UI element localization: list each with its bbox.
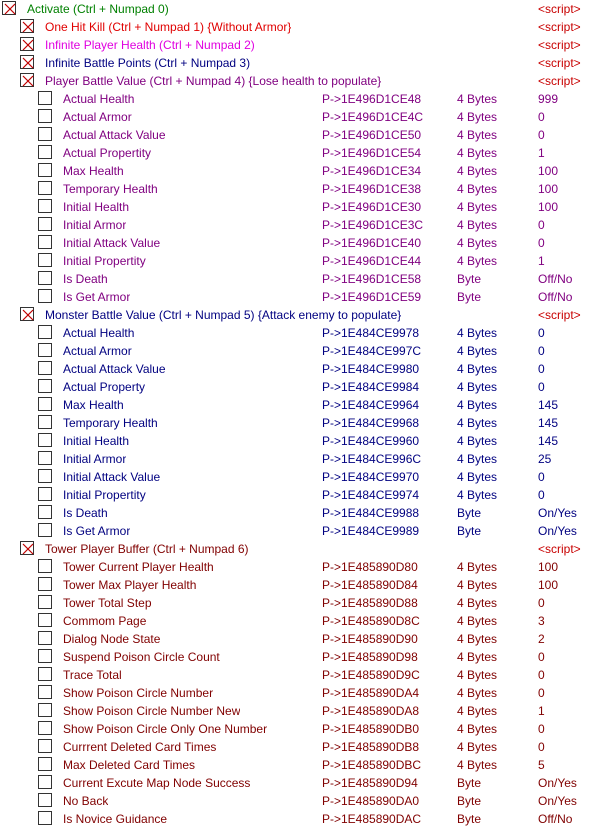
address-entry-row[interactable] (0, 774, 591, 792)
entry-description: Temporary Health (63, 416, 158, 430)
entry-address: P->1E496D1CE4C (322, 110, 424, 124)
entry-value[interactable]: 0 (538, 380, 545, 394)
entry-type: 4 Bytes (457, 722, 498, 736)
entry-address: P->1E485890DA4 (322, 686, 420, 700)
entry-address: P->1E484CE997C (322, 344, 422, 358)
entry-address: P->1E485890DA0 (322, 794, 420, 808)
entry-value[interactable]: 0 (538, 470, 545, 484)
entry-script-value: <script> (538, 542, 581, 556)
entry-description: Player Battle Value (Ctrl + Numpad 4) {Lose health to populate} (45, 74, 382, 88)
address-entry-row[interactable] (0, 342, 591, 360)
address-entry-row[interactable] (0, 738, 591, 756)
entry-type: 4 Bytes (457, 686, 498, 700)
entry-description: Tower Player Buffer (Ctrl + Numpad 6) (45, 542, 249, 556)
unchecked-checkbox[interactable] (38, 163, 52, 177)
entry-description: Commom Page (63, 614, 147, 628)
unchecked-checkbox[interactable] (38, 577, 52, 591)
entry-value[interactable]: 0 (538, 596, 545, 610)
unchecked-checkbox[interactable] (38, 343, 52, 357)
script-entry-row[interactable] (0, 306, 591, 324)
checked-checkbox[interactable] (20, 307, 34, 321)
entry-description: Initial Propertity (63, 254, 146, 268)
unchecked-checkbox[interactable] (38, 613, 52, 627)
unchecked-checkbox[interactable] (38, 667, 52, 681)
address-entry-row[interactable] (0, 396, 591, 414)
entry-value[interactable]: 5 (538, 758, 545, 772)
entry-description: Actual Armor (63, 110, 132, 124)
address-entry-row[interactable] (0, 558, 591, 576)
entry-description: Initial Health (63, 434, 130, 448)
entry-description: Tower Total Step (63, 596, 152, 610)
entry-type: 4 Bytes (457, 668, 498, 682)
entry-type: 4 Bytes (457, 380, 498, 394)
entry-type: Byte (457, 506, 482, 520)
address-entry-row[interactable] (0, 414, 591, 432)
unchecked-checkbox[interactable] (38, 559, 52, 573)
entry-description: Show Poison Circle Number New (63, 704, 241, 718)
address-entry-row[interactable] (0, 162, 591, 180)
entry-address: P->1E484CE9960 (322, 434, 420, 448)
entry-description: Show Poison Circle Number (63, 686, 214, 700)
entry-address: P->1E485890DB8 (322, 740, 420, 754)
entry-type: Byte (457, 290, 482, 304)
entry-type: Byte (457, 812, 482, 826)
entry-value[interactable]: 100 (538, 560, 559, 574)
entry-address: P->1E485890D94 (322, 776, 418, 790)
entry-value[interactable]: 999 (538, 92, 559, 106)
unchecked-checkbox[interactable] (38, 217, 52, 231)
unchecked-checkbox[interactable] (38, 325, 52, 339)
address-entry-row[interactable] (0, 522, 591, 540)
entry-description: Actual Health (63, 92, 135, 106)
entry-value[interactable]: 145 (538, 416, 559, 430)
entry-type: 4 Bytes (457, 182, 498, 196)
entry-type: 4 Bytes (457, 218, 498, 232)
entry-type: 4 Bytes (457, 110, 498, 124)
unchecked-checkbox[interactable] (38, 757, 52, 771)
entry-type: 4 Bytes (457, 92, 498, 106)
address-entry-row[interactable] (0, 360, 591, 378)
address-entry-row[interactable] (0, 216, 591, 234)
unchecked-checkbox[interactable] (38, 721, 52, 735)
entry-address: P->1E485890DA8 (322, 704, 420, 718)
entry-description: Tower Current Player Health (63, 560, 214, 574)
entry-value[interactable]: 100 (538, 164, 559, 178)
unchecked-checkbox[interactable] (38, 109, 52, 123)
address-entry-row[interactable] (0, 756, 591, 774)
entry-description: Suspend Poison Circle Count (63, 650, 220, 664)
entry-type: 4 Bytes (457, 470, 498, 484)
address-entry-row[interactable] (0, 702, 591, 720)
entry-description: Tower Max Player Health (63, 578, 197, 592)
unchecked-checkbox[interactable] (38, 595, 52, 609)
entry-type: 4 Bytes (457, 740, 498, 754)
entry-value[interactable]: 0 (538, 218, 545, 232)
unchecked-checkbox[interactable] (38, 181, 52, 195)
entry-value[interactable]: On/Yes (538, 776, 577, 790)
checked-checkbox[interactable] (20, 55, 34, 69)
entry-type: 4 Bytes (457, 488, 498, 502)
address-entry-row[interactable] (0, 486, 591, 504)
entry-address: P->1E484CE9989 (322, 524, 420, 538)
entry-description: Initial Attack Value (63, 470, 161, 484)
entry-value[interactable]: 0 (538, 128, 545, 142)
entry-value[interactable]: 0 (538, 668, 545, 682)
entry-script-value: <script> (538, 308, 581, 322)
entry-type: 4 Bytes (457, 650, 498, 664)
entry-value[interactable]: 1 (538, 146, 545, 160)
entry-address: P->1E496D1CE58 (322, 272, 422, 286)
entry-address: P->1E485890D9C (322, 668, 420, 682)
entry-address: P->1E484CE9980 (322, 362, 420, 376)
checked-checkbox[interactable] (20, 19, 34, 33)
entry-description: Activate (Ctrl + Numpad 0) (27, 2, 169, 16)
address-entry-row[interactable] (0, 198, 591, 216)
address-entry-row[interactable] (0, 180, 591, 198)
entry-description: Max Deleted Card Times (63, 758, 196, 772)
entry-address: P->1E496D1CE30 (322, 200, 422, 214)
entry-type: 4 Bytes (457, 236, 498, 250)
entry-type: 4 Bytes (457, 758, 498, 772)
unchecked-checkbox[interactable] (38, 739, 52, 753)
entry-description: Max Health (63, 398, 124, 412)
unchecked-checkbox[interactable] (38, 415, 52, 429)
unchecked-checkbox[interactable] (38, 91, 52, 105)
entry-address: P->1E496D1CE38 (322, 182, 422, 196)
entry-type: 4 Bytes (457, 596, 498, 610)
unchecked-checkbox[interactable] (38, 793, 52, 807)
entry-address: P->1E484CE996C (322, 452, 422, 466)
entry-description: Actual Health (63, 326, 135, 340)
entry-value[interactable]: Off/No (538, 812, 573, 826)
unchecked-checkbox[interactable] (38, 145, 52, 159)
entry-description: Currrent Deleted Card Times (63, 740, 217, 754)
entry-description: Initial Armor (63, 218, 127, 232)
entry-description: Actual Property (63, 380, 146, 394)
entry-value[interactable]: 0 (538, 344, 545, 358)
address-entry-row[interactable] (0, 324, 591, 342)
unchecked-checkbox[interactable] (38, 271, 52, 285)
unchecked-checkbox[interactable] (38, 379, 52, 393)
address-entry-row[interactable] (0, 810, 591, 828)
entry-description: Actual Propertity (63, 146, 152, 160)
entry-value[interactable]: On/Yes (538, 506, 577, 520)
address-entry-row[interactable] (0, 630, 591, 648)
unchecked-checkbox[interactable] (38, 631, 52, 645)
unchecked-checkbox[interactable] (38, 451, 52, 465)
entry-description: Show Poison Circle Only One Number (63, 722, 268, 736)
address-entry-row[interactable] (0, 720, 591, 738)
address-entry-row[interactable] (0, 378, 591, 396)
entry-address: P->1E496D1CE50 (322, 128, 422, 142)
unchecked-checkbox[interactable] (38, 361, 52, 375)
entry-description: Initial Attack Value (63, 236, 161, 250)
entry-description: Infinite Player Health (Ctrl + Numpad 2) (45, 38, 255, 52)
address-entry-row[interactable] (0, 612, 591, 630)
address-entry-row[interactable] (0, 648, 591, 666)
entry-script-value: <script> (538, 2, 581, 16)
entry-type: 4 Bytes (457, 200, 498, 214)
entry-address: P->1E485890D80 (322, 560, 418, 574)
entry-address: P->1E485890D8C (322, 614, 420, 628)
unchecked-checkbox[interactable] (38, 127, 52, 141)
entry-type: 4 Bytes (457, 560, 498, 574)
checked-checkbox[interactable] (20, 37, 34, 51)
entry-type: 4 Bytes (457, 614, 498, 628)
entry-type: 4 Bytes (457, 344, 498, 358)
entry-value[interactable]: 0 (538, 362, 545, 376)
entry-description: Initial Health (63, 200, 130, 214)
entry-value[interactable]: Off/No (538, 290, 573, 304)
entry-value[interactable]: 0 (538, 110, 545, 124)
entry-value[interactable]: 100 (538, 182, 559, 196)
entry-type: 4 Bytes (457, 704, 498, 718)
entry-type: 4 Bytes (457, 362, 498, 376)
script-entry-row[interactable] (0, 36, 591, 54)
entry-description: Is Get Armor (63, 524, 131, 538)
entry-value[interactable]: 2 (538, 632, 545, 646)
entry-value[interactable]: 100 (538, 578, 559, 592)
entry-address: P->1E485890D84 (322, 578, 418, 592)
entry-address: P->1E496D1CE34 (322, 164, 422, 178)
entry-address: P->1E485890D88 (322, 596, 418, 610)
entry-address: P->1E485890DAC (322, 812, 422, 826)
entry-value[interactable]: 100 (538, 200, 559, 214)
entry-type: 4 Bytes (457, 578, 498, 592)
entry-description: Is Get Armor (63, 290, 131, 304)
entry-type: 4 Bytes (457, 326, 498, 340)
entry-description: Initial Propertity (63, 488, 146, 502)
unchecked-checkbox[interactable] (38, 433, 52, 447)
entry-value[interactable]: On/Yes (538, 794, 577, 808)
entry-value[interactable]: 0 (538, 488, 545, 502)
entry-value[interactable]: 0 (538, 740, 545, 754)
entry-address: P->1E484CE9988 (322, 506, 420, 520)
unchecked-checkbox[interactable] (38, 235, 52, 249)
entry-script-value: <script> (538, 20, 581, 34)
checked-checkbox[interactable] (2, 1, 16, 15)
address-entry-row[interactable] (0, 108, 591, 126)
address-entry-row[interactable] (0, 270, 591, 288)
entry-address: P->1E484CE9964 (322, 398, 420, 412)
entry-address: P->1E484CE9984 (322, 380, 420, 394)
entry-address: P->1E485890D90 (322, 632, 418, 646)
entry-description: Max Health (63, 164, 124, 178)
entry-description: Temporary Health (63, 182, 158, 196)
entry-address: P->1E484CE9978 (322, 326, 420, 340)
entry-value[interactable]: 145 (538, 434, 559, 448)
script-entry-row[interactable] (0, 54, 591, 72)
entry-script-value: <script> (538, 74, 581, 88)
entry-type: 4 Bytes (457, 146, 498, 160)
entry-address: P->1E496D1CE44 (322, 254, 422, 268)
entry-description: Current Excute Map Node Success (63, 776, 251, 790)
entry-description: Initial Armor (63, 452, 127, 466)
entry-value[interactable]: 0 (538, 650, 545, 664)
entry-type: 4 Bytes (457, 164, 498, 178)
checked-checkbox[interactable] (20, 73, 34, 87)
entry-type: 4 Bytes (457, 398, 498, 412)
address-entry-row[interactable] (0, 666, 591, 684)
entry-value[interactable]: 25 (538, 452, 552, 466)
script-entry-row[interactable] (0, 540, 591, 558)
entry-type: Byte (457, 776, 482, 790)
entry-description: Dialog Node State (63, 632, 161, 646)
entry-value[interactable]: 1 (538, 704, 545, 718)
entry-description: Infinite Battle Points (Ctrl + Numpad 3) (45, 56, 251, 70)
entry-value[interactable]: 3 (538, 614, 545, 628)
entry-value[interactable]: 0 (538, 236, 545, 250)
unchecked-checkbox[interactable] (38, 289, 52, 303)
address-entry-row[interactable] (0, 468, 591, 486)
entry-description: Actual Attack Value (63, 362, 166, 376)
entry-address: P->1E485890DBC (322, 758, 422, 772)
script-entry-row[interactable] (0, 18, 591, 36)
entry-script-value: <script> (538, 38, 581, 52)
entry-type: 4 Bytes (457, 434, 498, 448)
checked-checkbox[interactable] (20, 541, 34, 555)
entry-value[interactable]: 0 (538, 722, 545, 736)
entry-type: 4 Bytes (457, 452, 498, 466)
entry-type: 4 Bytes (457, 416, 498, 430)
unchecked-checkbox[interactable] (38, 505, 52, 519)
address-entry-row[interactable] (0, 288, 591, 306)
unchecked-checkbox[interactable] (38, 487, 52, 501)
address-entry-row[interactable] (0, 90, 591, 108)
unchecked-checkbox[interactable] (38, 775, 52, 789)
unchecked-checkbox[interactable] (38, 685, 52, 699)
entry-type: 4 Bytes (457, 128, 498, 142)
entry-description: Monster Battle Value (Ctrl + Numpad 5) {Attack enemy to populate} (45, 308, 402, 322)
entry-address: P->1E496D1CE59 (322, 290, 422, 304)
entry-value[interactable]: 1 (538, 254, 545, 268)
entry-address: P->1E485890D98 (322, 650, 418, 664)
address-entry-row[interactable] (0, 234, 591, 252)
unchecked-checkbox[interactable] (38, 811, 52, 825)
address-entry-row[interactable] (0, 576, 591, 594)
entry-type: Byte (457, 794, 482, 808)
entry-address: P->1E485890DB0 (322, 722, 420, 736)
entry-description: One Hit Kill (Ctrl + Numpad 1) {Without Armor} (45, 20, 292, 34)
address-entry-row[interactable] (0, 594, 591, 612)
unchecked-checkbox[interactable] (38, 469, 52, 483)
unchecked-checkbox[interactable] (38, 523, 52, 537)
address-entry-row[interactable] (0, 792, 591, 810)
entry-address: P->1E496D1CE3C (322, 218, 424, 232)
entry-description: Actual Attack Value (63, 128, 166, 142)
entry-description: No Back (63, 794, 109, 808)
entry-address: P->1E496D1CE54 (322, 146, 422, 160)
address-entry-row[interactable] (0, 684, 591, 702)
address-entry-row[interactable] (0, 126, 591, 144)
entry-value[interactable]: 145 (538, 398, 559, 412)
entry-value[interactable]: Off/No (538, 272, 573, 286)
script-entry-row[interactable] (0, 72, 591, 90)
entry-value[interactable]: 0 (538, 326, 545, 340)
entry-description: Is Death (63, 506, 108, 520)
entry-description: Is Novice Guidance (63, 812, 168, 826)
entry-description: Trace Total (63, 668, 122, 682)
address-entry-row[interactable] (0, 252, 591, 270)
entry-value[interactable]: 0 (538, 686, 545, 700)
unchecked-checkbox[interactable] (38, 253, 52, 267)
entry-type: Byte (457, 524, 482, 538)
script-entry-row[interactable] (0, 0, 591, 18)
entry-address: P->1E484CE9968 (322, 416, 420, 430)
unchecked-checkbox[interactable] (38, 703, 52, 717)
entry-address: P->1E484CE9974 (322, 488, 420, 502)
unchecked-checkbox[interactable] (38, 397, 52, 411)
address-entry-row[interactable] (0, 504, 591, 522)
address-entry-row[interactable] (0, 144, 591, 162)
address-entry-row[interactable] (0, 432, 591, 450)
entry-address: P->1E496D1CE48 (322, 92, 422, 106)
entry-script-value: <script> (538, 56, 581, 70)
entry-description: Actual Armor (63, 344, 132, 358)
entry-address: P->1E484CE9970 (322, 470, 420, 484)
address-entry-row[interactable] (0, 450, 591, 468)
entry-type: 4 Bytes (457, 254, 498, 268)
entry-type: Byte (457, 272, 482, 286)
unchecked-checkbox[interactable] (38, 649, 52, 663)
entry-address: P->1E496D1CE40 (322, 236, 422, 250)
entry-type: 4 Bytes (457, 632, 498, 646)
entry-value[interactable]: On/Yes (538, 524, 577, 538)
entry-description: Is Death (63, 272, 108, 286)
unchecked-checkbox[interactable] (38, 199, 52, 213)
